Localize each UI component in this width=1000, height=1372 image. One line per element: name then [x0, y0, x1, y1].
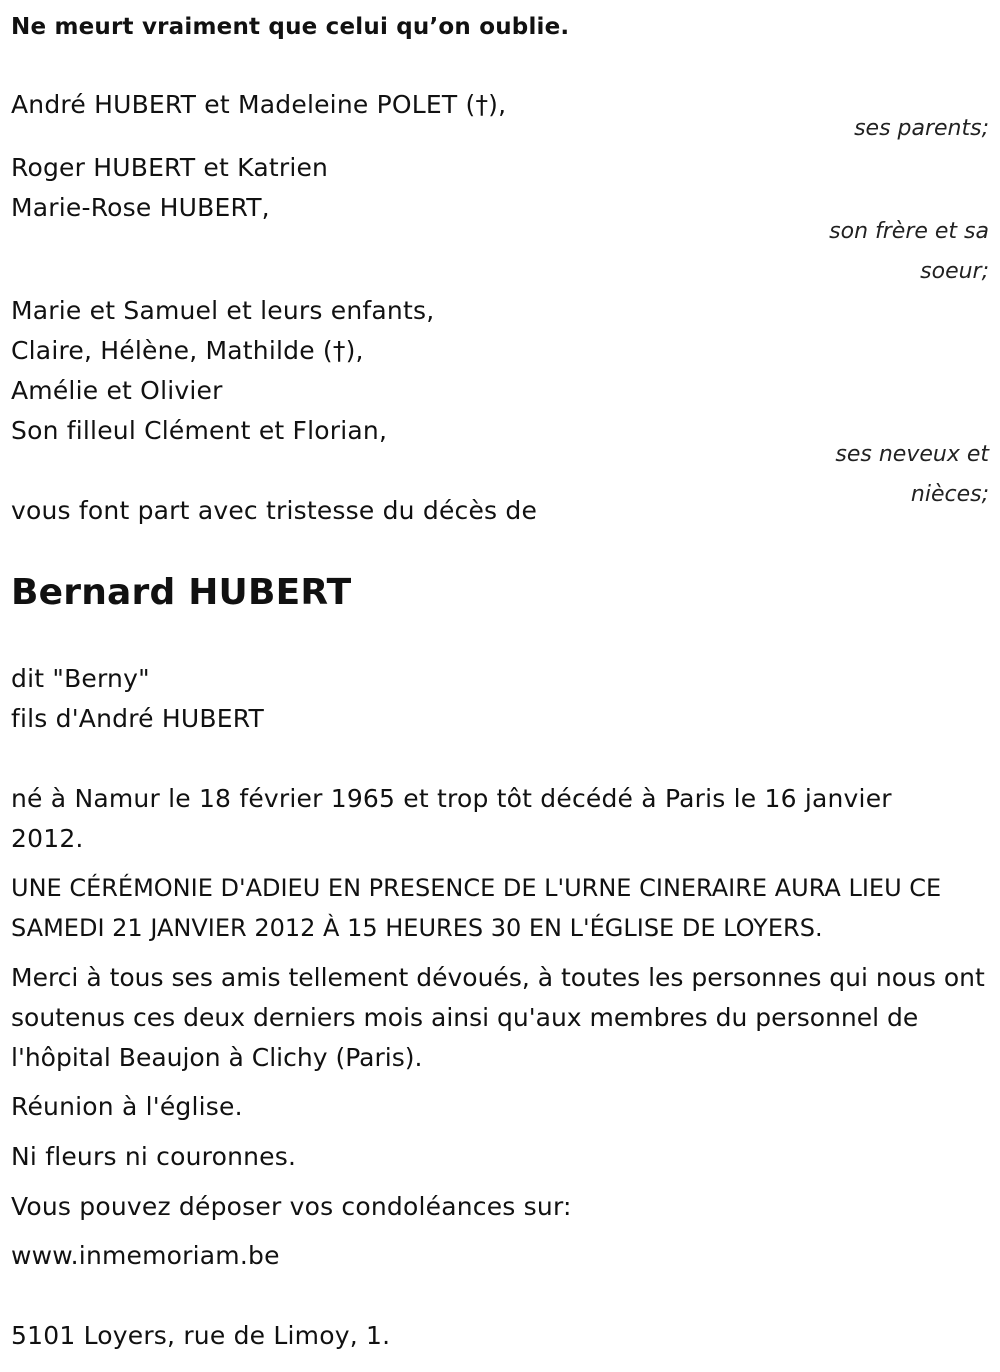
deceased-nickname: dit "Berny" [11, 664, 150, 693]
nephews-role-2: nièces; [910, 482, 989, 507]
flowers-note: Ni fleurs ni couronnes. [11, 1142, 297, 1171]
birth-death-line-1: né à Namur le 18 février 1965 et trop tôt décédé à Paris le 16 janvier [11, 784, 892, 813]
birth-death-line-2: 2012. [11, 824, 84, 853]
meeting-note: Réunion à l'église. [11, 1092, 243, 1121]
condolences-label: Vous pouvez déposer vos condoléances sur: [11, 1192, 572, 1221]
nephews-line-3: Amélie et Olivier [11, 376, 223, 405]
nephews-line-1: Marie et Samuel et leurs enfants, [11, 296, 435, 325]
nephews-role-1: ses neveux et [835, 442, 989, 467]
deceased-relation: fils d'André HUBERT [11, 704, 264, 733]
siblings-role-2: soeur; [920, 259, 989, 284]
thanks-paragraph: Merci à tous ses amis tellement dévoués, à toutes les personnes qui nous ont soutenus ces deux derniers mois ainsi qu'aux membres du personnel de l'hôpital Beaujon à Clichy (Paris). [11, 963, 985, 1072]
announcement: vous font part avec tristesse du décès de [11, 496, 538, 525]
nephews-line-4: Son filleul Clément et Florian, [11, 416, 388, 445]
siblings-line-1: Roger HUBERT et Katrien [11, 153, 329, 182]
parents-role: ses parents; [854, 116, 989, 141]
deceased-name: Bernard HUBERT [11, 572, 352, 613]
nephews-line-2: Claire, Hélène, Mathilde (†), [11, 336, 364, 365]
siblings-line-2: Marie-Rose HUBERT, [11, 193, 270, 222]
website-link[interactable]: www.inmemoriam.be [11, 1241, 280, 1270]
ceremony-notice: UNE CÉRÉMONIE D'ADIEU EN PRESENCE DE L'URNE CINERAIRE AURA LIEU CE SAMEDI 21 JANVIER 2012 À 15 HEURES 30 EN L'ÉGLISE DE LOYERS. [11, 874, 942, 942]
motto: Ne meurt vraiment que celui qu’on oublie. [11, 14, 570, 40]
parents-line: André HUBERT et Madeleine POLET (†), [11, 90, 507, 119]
address: 5101 Loyers, rue de Limoy, 1. [11, 1321, 391, 1350]
siblings-role-1: son frère et sa [829, 219, 989, 244]
